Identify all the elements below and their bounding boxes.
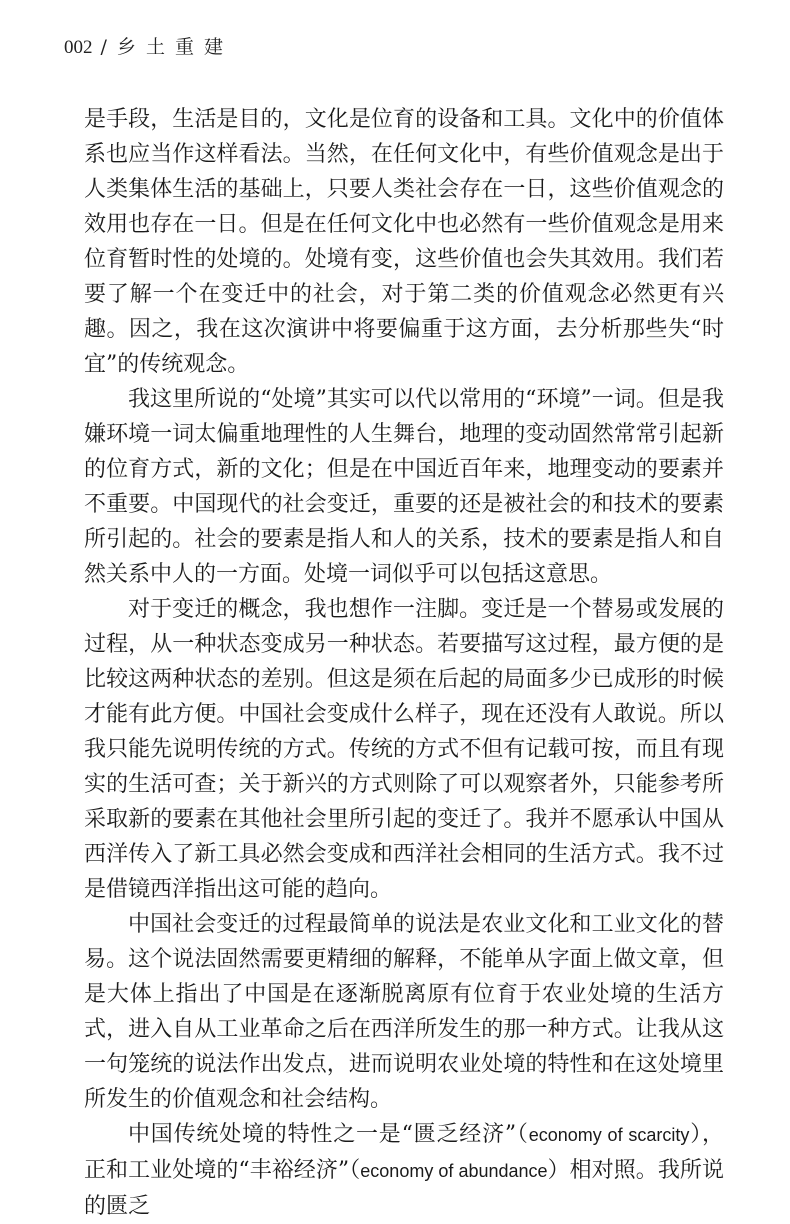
- paragraph-4: 中国社会变迁的过程最简单的说法是农业文化和工业文化的替易。这个说法固然需要更精细的解释，不能单从字面上做文章，但是大体上指出了中国是在逐渐脱离原有位育于农业处境的生活方式，进入自从工业革命之后在西洋所发生的那一种方式。让我从这一句笼统的说法作出发点，进而说明农业处境的特性和在这处境里所发生的价值观念和社会结构。: [84, 912, 724, 1112]
- page-number: 002: [64, 37, 93, 58]
- paragraph-3: 对于变迁的概念，我也想作一注脚。变迁是一个替易或发展的过程，从一种状态变成另一种状态。若要描写这过程，最方便的是比较这两种状态的差别。但这是须在后起的局面多少已成形的时候才能有此方便。中国社会变成什么样子，现在还没有人敢说。所以我只能先说明传统的方式。传统的方式不但有记载可按，而且有现实的生活可查；关于新兴的方式则除了可以观察者外，只能参考所采取新的要素在其他社会里所引起的变迁了。我并不愿承认中国从西洋传入了新工具必然会变成和西洋社会相同的生活方式。我不过是借镜西洋指出这可能的趋向。: [84, 597, 724, 902]
- header-separator: /: [100, 36, 109, 58]
- paragraph-1: 是手段，生活是目的，文化是位育的设备和工具。文化中的价值体系也应当作这样看法。当然，在任何文化中，有些价值观念是出于人类集体生活的基础上，只要人类社会存在一日，这些价值观念的效用也存在一日。但是在任何文化中也必然有一些价值观念是用来位育暂时性的处境的。处境有变，这些价值也会失其效用。我们若要了解一个在变迁中的社会，对于第二类的价值观念必然更有兴趣。因之，我在这次演讲中将要偏重于这方面，去分析那些失“时宜”的传统观念。: [84, 107, 724, 377]
- paragraph-5-part-3: ），正和工业处境的“丰裕经济”（: [84, 1122, 724, 1183]
- term-economy-of-scarcity: economy of scarcity: [528, 1125, 690, 1145]
- running-header: [64, 32, 225, 59]
- paragraph-5-part-5: ）相对照。我所说的匮乏: [84, 1158, 724, 1219]
- paragraph-5-part-1: 中国传统处境的特性之一是“匮乏经济”（: [128, 1122, 529, 1147]
- paragraph-5: [84, 1117, 724, 1224]
- book-title: 乡 土 重 建: [116, 36, 226, 58]
- term-economy-of-abundance: economy of abundance: [360, 1161, 548, 1181]
- body-text: [84, 102, 724, 1224]
- paragraph-2: 我这里所说的“处境”其实可以代以常用的“环境”一词。但是我嫌环境一词太偏重地理性的人生舞台，地理的变动固然常常引起新的位育方式，新的文化；但是在中国近百年来，地理变动的要素并不重要。中国现代的社会变迁，重要的还是被社会的和技术的要素所引起的。社会的要素是指人和人的关系，技术的要素是指人和自然关系中人的一方面。处境一词似乎可以包括这意思。: [84, 387, 724, 587]
